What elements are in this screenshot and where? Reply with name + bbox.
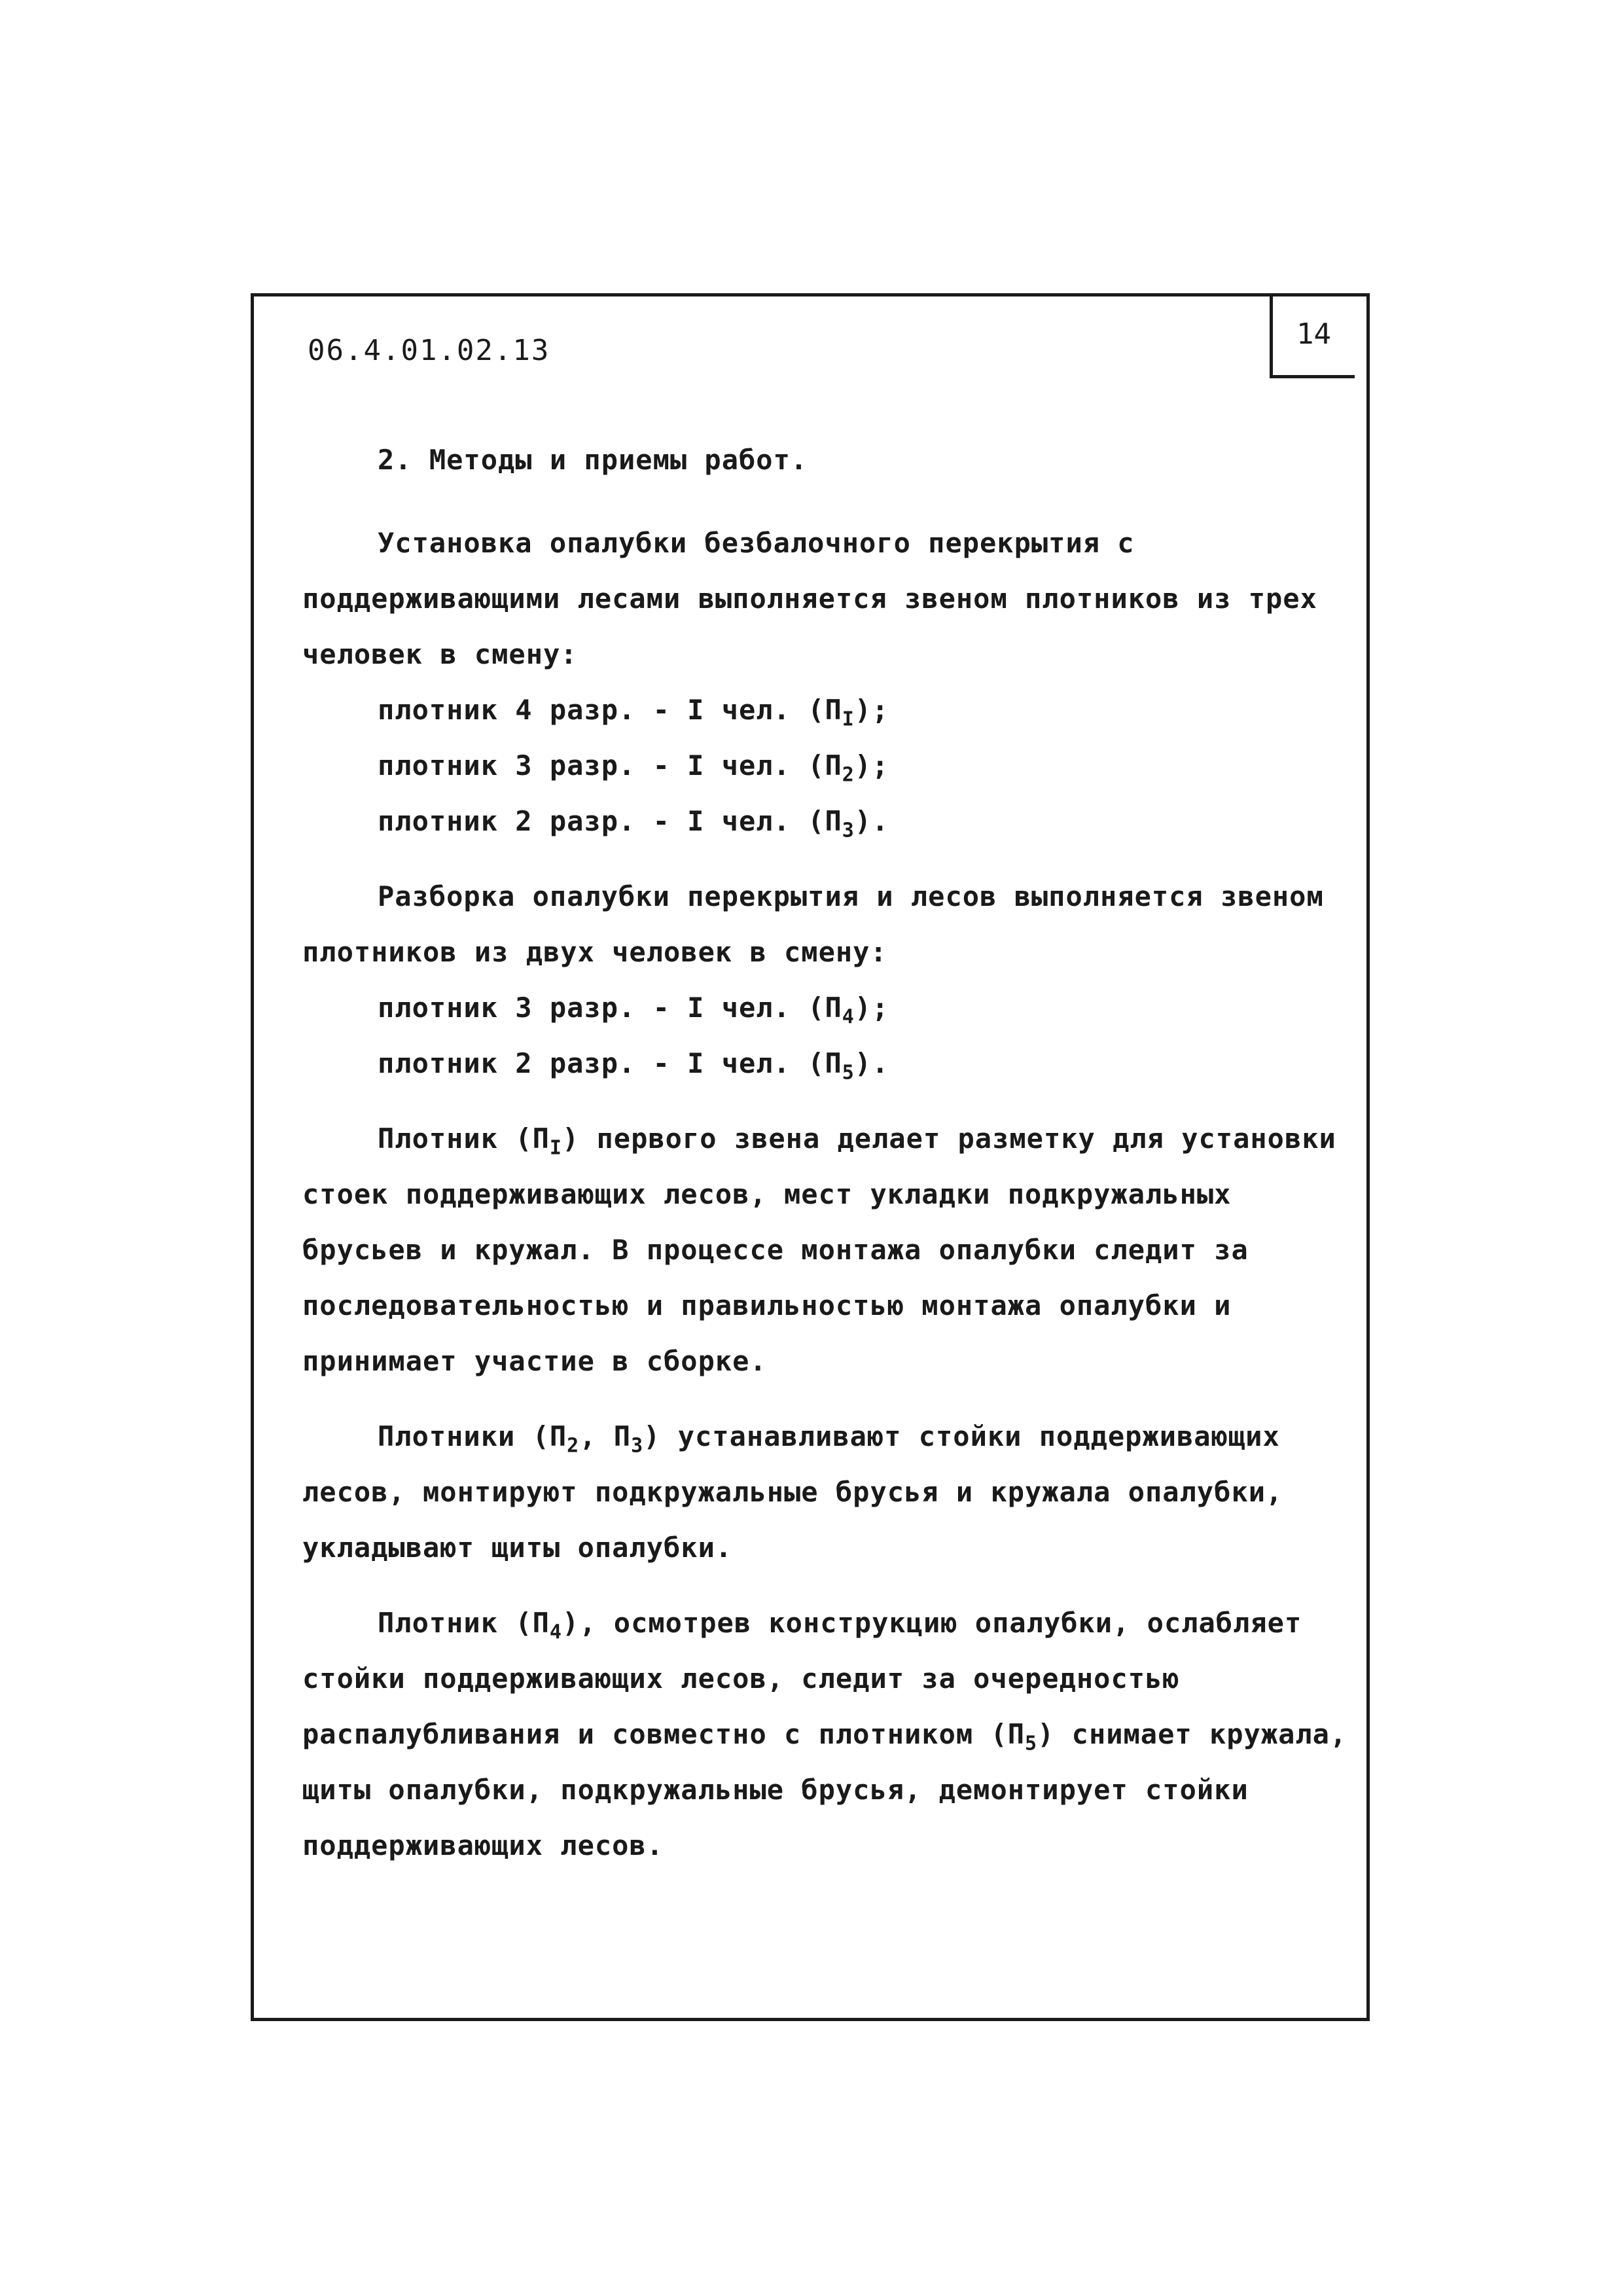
document-body xyxy=(302,432,1356,1873)
list-item: плотник 4 разр. - I чел. $(П_I)$; xyxy=(378,694,889,731)
assembly-crew-list xyxy=(302,682,1356,849)
paragraph-carpenter-4-duties: Плотник $(П_4)$, осмотрев конструкцию опалубки, ослабляет стойки поддерживающих лесов, следит за очередностью распалубливания и совместно с плотником $(П_5)$ снимает кружала, щиты опалубки, подкружальные брусья, демонтирует стойки поддерживающих лесов. xyxy=(302,1607,1347,1861)
list-item: плотник 3 разр. - I чел. $(П_4)$; xyxy=(378,992,889,1029)
paragraph-dismantling-crew: Разборка опалубки перекрытия и лесов выполняется звеном плотников из двух человек в смену: xyxy=(302,880,1324,968)
document-code: 06.4.01.02.13 xyxy=(308,334,550,367)
paragraph-assembly-crew: Установка опалубки безбалочного перекрытия с поддерживающими лесами выполняется звеном плотников из трех человек в смену: xyxy=(302,527,1317,670)
page-number: 14 xyxy=(1296,317,1331,351)
list-item: плотник 3 разр. - I чел. $(П_2)$; xyxy=(378,749,889,787)
paragraph-carpenter-1-duties: Плотник $(П_I)$ первого звена делает разметку для установки стоек поддерживающих лесов, мест укладки подкружальных брусьев и кружал. В процессе монтажа опалубки следит за последовательностью и правильностью монтажа опалубки и принимает участие в сборке. xyxy=(302,1122,1336,1377)
dismantling-crew-list xyxy=(302,980,1356,1091)
list-item: плотник 2 разр. - I чел. $(П_5)$. xyxy=(378,1047,889,1085)
paragraph-carpenters-2-3-duties: Плотники ($П_2$, $П_3$) устанавливают стойки поддерживающих лесов, монтируют подкружальные брусья и кружала опалубки, укладывают щиты опалубки. xyxy=(302,1420,1283,1564)
page-number-box xyxy=(1270,293,1355,378)
section-heading: 2. Методы и приемы работ. xyxy=(378,444,808,476)
list-item: плотник 2 разр. - I чел. $(П_3)$. xyxy=(378,805,889,842)
